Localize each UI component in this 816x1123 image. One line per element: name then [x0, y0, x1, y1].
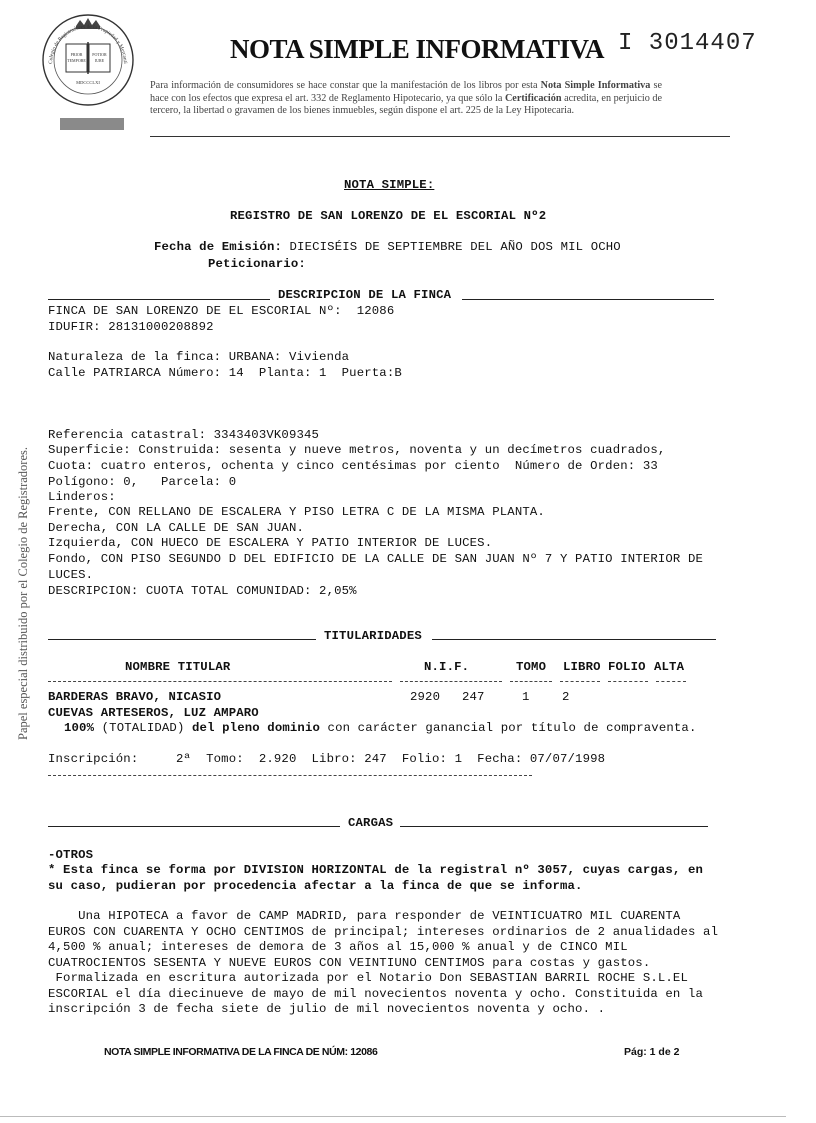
hipoteca-line: Formalizada en escritura autorizada por el Notario Don SEBASTIAN BARRIL ROCHE S.L.EL	[48, 971, 688, 985]
svg-text:TEMPORE: TEMPORE	[67, 58, 86, 63]
hipoteca-line: Una HIPOTECA a favor de CAMP MADRID, para responder de VEINTICUATRO MIL CUARENTA	[48, 909, 681, 923]
section-rule-left	[48, 639, 316, 640]
hipoteca-line: inscripción 3 de fecha siete de julio de mil novecientos noventa y ocho. .	[48, 1002, 606, 1016]
table-dash	[510, 681, 552, 682]
lindero-frente: Frente, CON RELLANO DE ESCALERA Y PISO LETRA C DE LA MISMA PLANTA.	[48, 505, 545, 519]
section-rule-right	[432, 639, 716, 640]
linderos-label: Linderos:	[48, 490, 116, 504]
referencia-catastral: Referencia catastral: 3343403VK09345	[48, 428, 320, 442]
titular-folio-value: 1	[522, 690, 530, 704]
seal-gray-bar	[60, 118, 124, 130]
finca-number: FINCA DE SAN LORENZO DE EL ESCORIAL Nº: 12086	[48, 304, 395, 318]
svg-text:POTIOR: POTIOR	[92, 52, 107, 57]
section-rule-left	[48, 299, 270, 300]
lindero-izquierda: Izquierda, CON HUECO DE ESCALERA Y PATIO INTERIOR DE LUCES.	[48, 536, 493, 550]
section-rule-left	[48, 826, 340, 827]
cuota: Cuota: cuatro enteros, ochenta y cinco centésimas por ciento Número de Orden: 33	[48, 459, 658, 473]
titularidad-detalle: 100% (TOTALIDAD) del pleno dominio con carácter ganancial por título de compraventa.	[64, 721, 697, 735]
lindero-fondo: Fondo, CON PISO SEGUNDO D DEL EDIFICIO DE LA CALLE DE SAN JUAN Nº 7 Y PATIO INTERIOR DE	[48, 552, 704, 566]
direccion: Calle PATRIARCA Número: 14 Planta: 1 Puerta:B	[48, 366, 402, 380]
titular-name: CUEVAS ARTESEROS, LUZ AMPARO	[48, 706, 259, 720]
svg-text:IURE: IURE	[94, 58, 105, 63]
idufir: IDUFIR: 28131000208892	[48, 320, 214, 334]
hipoteca-line: ESCORIAL el día diecinueve de mayo de mil novecientos noventa y ocho. Constituida en la	[48, 987, 704, 1001]
table-dash	[656, 681, 686, 682]
section-cargas-heading: CARGAS	[348, 816, 394, 830]
hipoteca-line: 4,500 % anual; intereses de demora de 3 años al 15,000 % anual y de CINCO MIL	[48, 940, 628, 954]
registradores-seal-logo	[40, 12, 136, 108]
otros-label: -OTROS	[48, 848, 94, 862]
registro-heading: REGISTRO DE SAN LORENZO DE EL ESCORIAL Nº2	[230, 209, 547, 223]
col-libro: LIBRO	[563, 660, 601, 674]
fecha-emision: Fecha de Emisión: DIECISÉIS DE SEPTIEMBRE DEL AÑO DOS MIL OCHO	[154, 240, 621, 254]
section-rule-right	[462, 299, 714, 300]
peticionario-label: Peticionario:	[208, 257, 306, 271]
svg-text:PRIOR: PRIOR	[70, 52, 83, 57]
svg-text:Colegio de Registradores de la: Colegio de Registradores de la Propiedad y Mercanti	[47, 23, 129, 65]
section-rule-right	[400, 826, 708, 827]
naturaleza: Naturaleza de la finca: URBANA: Vivienda	[48, 350, 350, 364]
intro-paragraph: Para información de consumidores se hace constar que la manifestación de los libros por esta Nota Simple Informativa se hace con los efectos que expresa el art. 332 de Reglamento Hipotecario, ya que sólo la Certificación acredita, en perjuicio de tercero, la libertad o gravamen de los bienes inmuebles, según dispone el art. 225 de la Ley Hipotecaria.	[150, 80, 662, 117]
titular-libro-value: 247	[462, 690, 485, 704]
lindero-fondo-cont: LUCES.	[48, 568, 94, 582]
division-horizontal-cont: su caso, pudieran por procedencia afectar a la finca de que se informa.	[48, 879, 583, 893]
page-title: NOTA SIMPLE INFORMATIVA	[230, 34, 605, 64]
nota-simple-heading: NOTA SIMPLE:	[344, 178, 435, 192]
table-dash	[48, 775, 532, 776]
lindero-derecha: Derecha, CON LA CALLE DE SAN JUAN.	[48, 521, 304, 535]
inscripcion: Inscripción: 2ª Tomo: 2.920 Libro: 247 Folio: 1 Fecha: 07/07/1998	[48, 752, 606, 766]
col-alta: ALTA	[654, 660, 685, 674]
side-watermark-text: Papel especial distribuido por el Colegio de Registradores.	[16, 447, 30, 740]
col-nombre-titular: NOMBRE TITULAR	[125, 660, 231, 674]
col-tomo: TOMO	[516, 660, 547, 674]
footer-finca-label: NOTA SIMPLE INFORMATIVA DE LA FINCA DE NÚM: 12086	[104, 1046, 378, 1058]
table-dash	[48, 681, 392, 682]
document-number: I 3014407	[618, 30, 757, 57]
descripcion-cuota: DESCRIPCION: CUOTA TOTAL COMUNIDAD: 2,05%	[48, 584, 357, 598]
hipoteca-line: CUATROCIENTOS SESENTA Y NUEVE EUROS CON VEINTIUNO CENTIMOS para costas y gastos.	[48, 956, 651, 970]
titular-name: BARDERAS BRAVO, NICASIO	[48, 690, 222, 704]
titular-alta-value: 2	[562, 690, 570, 704]
poligono: Polígono: 0, Parcela: 0	[48, 475, 237, 489]
table-dash	[560, 681, 600, 682]
titular-tomo-value: 2920	[410, 690, 441, 704]
hipoteca-line: EUROS CON CUARENTA Y OCHO CENTIMOS de principal; intereses ordinarios de 2 anualidades al	[48, 925, 719, 939]
bottom-edge-line	[0, 1116, 786, 1117]
division-horizontal: * Esta finca se forma por DIVISION HORIZONTAL de la registral nº 3057, cuyas cargas, en	[48, 863, 704, 877]
table-dash	[400, 681, 502, 682]
table-dash	[608, 681, 648, 682]
header-divider	[150, 136, 730, 137]
section-descripcion-heading: DESCRIPCION DE LA FINCA	[278, 288, 452, 302]
superficie: Superficie: Construida: sesenta y nueve metros, noventa y un decímetros cuadrados,	[48, 443, 666, 457]
svg-text:MDCCCLXI: MDCCCLXI	[76, 80, 100, 85]
col-folio: FOLIO	[608, 660, 646, 674]
col-nif: N.I.F.	[424, 660, 470, 674]
section-titularidades-heading: TITULARIDADES	[324, 629, 422, 643]
page-number: Pág: 1 de 2	[624, 1046, 680, 1058]
